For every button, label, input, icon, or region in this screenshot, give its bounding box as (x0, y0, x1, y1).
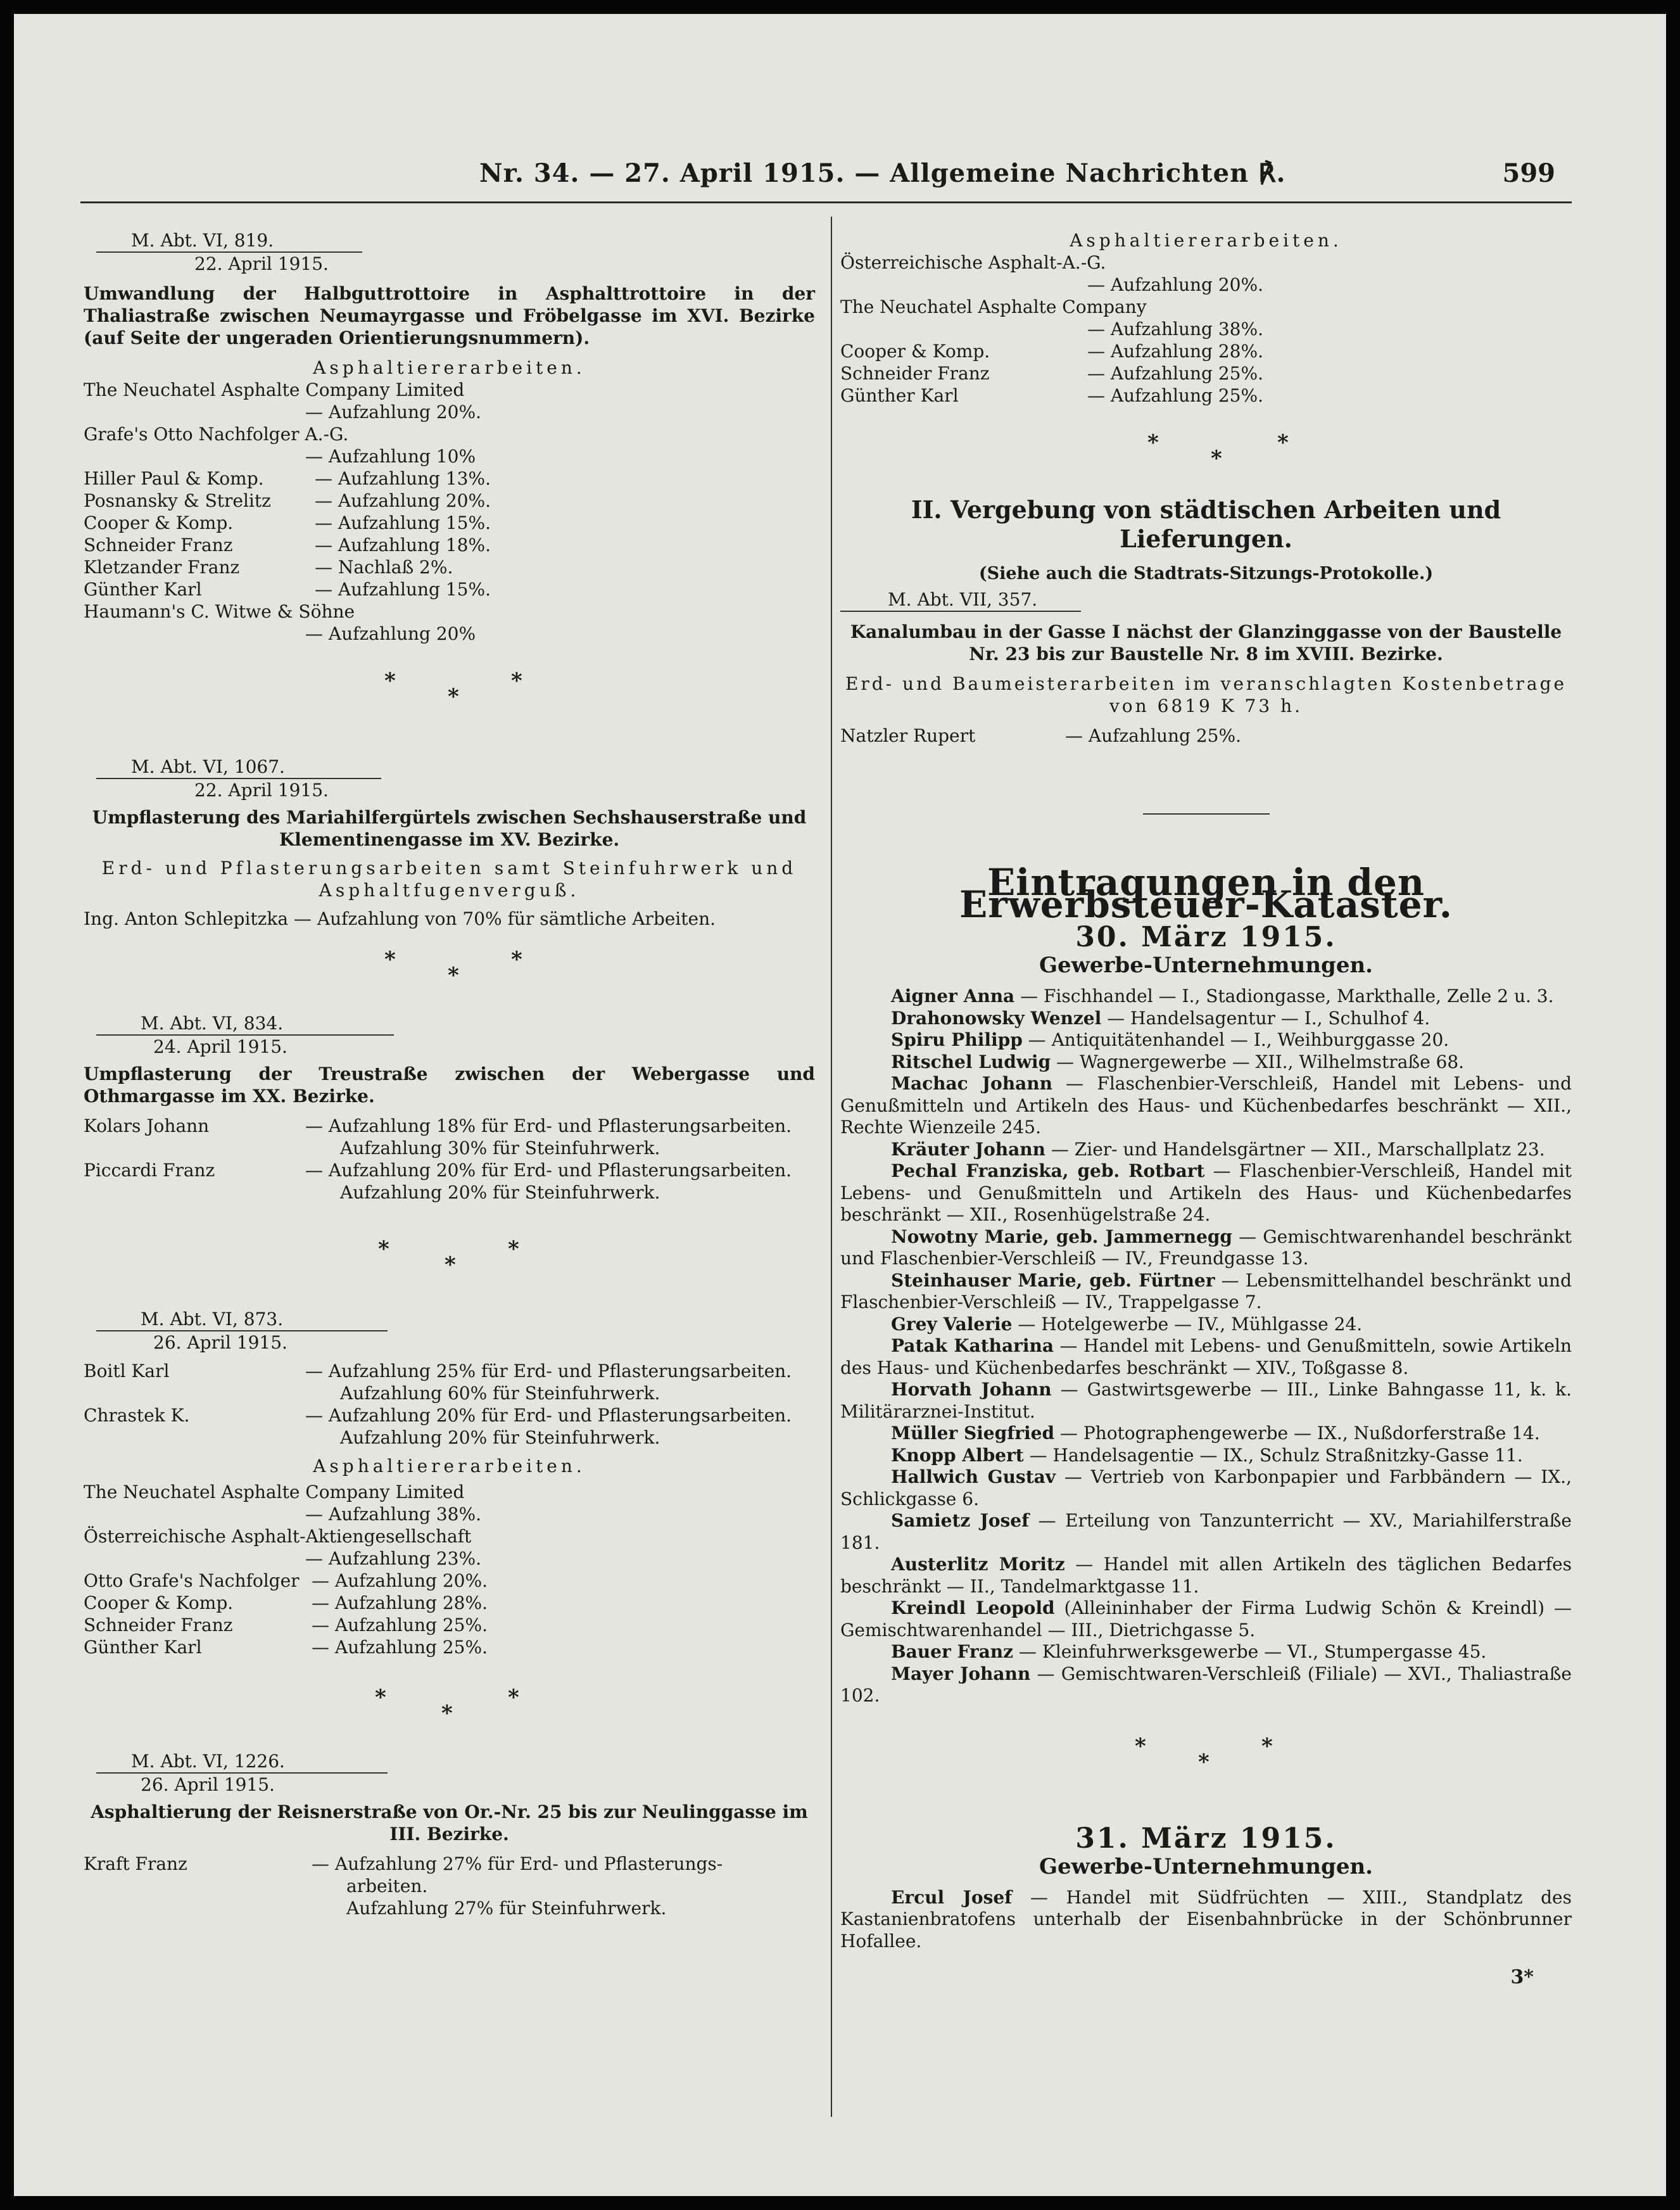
entry-text: — Gastwirtsgewerbe — III., Linke Bahngasse 11, k. k. Militärarznei-Institut. (840, 1379, 1572, 1422)
register-entry (840, 1073, 1572, 1139)
star: * (1147, 430, 1159, 455)
separator-stars (840, 1733, 1572, 1793)
star: * (1261, 1733, 1273, 1759)
bid-value: — Aufzahlung 38%. (1087, 319, 1263, 340)
entry-text: — Flaschenbier-Verschleiß, Handel mit Lebens- und Genußmitteln und Artikeln des Haus- und Küchenbedarfes beschränkt — XII., Rosenhügelstraße 24. (840, 1160, 1572, 1225)
bid-value: — Aufzahlung 20% für Erd- und Pflasterungsarbeiten. (305, 1405, 792, 1426)
entry-name: Bauer Franz (891, 1641, 1014, 1662)
star: * (378, 1236, 389, 1262)
bid-value: — Nachlaß 2%. (315, 557, 453, 578)
entry-text: — Wagnergewerbe — XII., Wilhelmstraße 68. (1051, 1051, 1465, 1072)
section-note: (Siehe auch die Stadtrats-Sitzungs-Protokolle.) (978, 564, 1434, 583)
bid-value: — Aufzahlung 20%. (315, 490, 491, 511)
star: * (508, 1685, 519, 1710)
bidder-name: Piccardi Franz (84, 1160, 215, 1181)
bid-row (84, 1481, 815, 1503)
bidder-name: Boitl Karl (84, 1361, 170, 1381)
kataster-date: 31. März 1915. (1075, 1822, 1337, 1855)
star: * (384, 947, 396, 972)
register-entry (840, 1314, 1572, 1336)
tender-subject: Umpflasterung des Mariahilfergürtels zwischen Sechshauserstraße und Klementinengasse im XV. Bezirke. (92, 807, 807, 850)
register-entry (840, 1226, 1572, 1270)
bid-value: — Aufzahlung 20% (305, 623, 476, 644)
bidder-name: Schneider Franz (84, 1615, 233, 1635)
register-entry (840, 1008, 1572, 1030)
entry-text: — Handelsagentie — IX., Schulz Straßnitzky-Gasse 11. (1023, 1444, 1523, 1466)
bidder-name: Kraft Franz (84, 1853, 187, 1874)
tender-date: 26. April 1915. (141, 1774, 275, 1795)
entry-text: — Zier- und Handelsgärtner — XII., Marschallplatz 23. (1045, 1138, 1545, 1160)
register-entry (840, 1554, 1572, 1597)
bidder-name: Schneider Franz (84, 535, 233, 556)
kataster-heading: Gewerbe-Unternehmungen. (1039, 1853, 1374, 1879)
bid-row (84, 379, 815, 401)
bidder-name: Grafe's Otto Nachfolger A.-G. (84, 424, 349, 445)
star: * (445, 1252, 456, 1278)
entry-text: — Handel mit Südfrüchten — XIII., Standplatz des Kastanienbratofens unterhalb der Eisenbahnbrücke in der Schönbrunner Hofallee. (840, 1886, 1572, 1952)
bid-value: — Aufzahlung 25%. (1087, 385, 1263, 406)
register-entry (840, 1270, 1572, 1314)
bid-value: — Aufzahlung 10% (305, 446, 476, 467)
bid-row (84, 556, 815, 578)
entry-name: Ercul Josef (891, 1886, 1013, 1908)
bid-value: — Aufzahlung 18% für Erd- und Pflasterungsarbeiten. (305, 1115, 792, 1136)
star: * (511, 947, 522, 972)
bid-row (84, 1592, 815, 1614)
register-entry (840, 1510, 1572, 1554)
kataster-title: Eintragungen in den Erwerbsteuer-Kataster. (959, 861, 1453, 926)
bid-value: — Aufzahlung 25%. (1065, 725, 1241, 746)
tender-subject: Asphaltierung der Reisnerstraße von Or.-Nr. 25 bis zur Neulinggasse im III. Bezirke. (91, 1801, 808, 1845)
star: * (448, 963, 459, 988)
bid-row (84, 467, 815, 490)
kataster-entries (840, 986, 1572, 1707)
bid-row (840, 725, 1572, 747)
entry-name: Samietz Josef (891, 1510, 1030, 1531)
entry-text: — Erteilung von Tanzunterricht — XV., Mariahilferstraße 181. (840, 1510, 1572, 1553)
newspaper-page (14, 14, 1666, 2196)
register-entry (840, 1641, 1572, 1663)
register-entry (840, 986, 1572, 1008)
bid-value-cont: Aufzahlung 60% für Steinfuhrwerk. (340, 1383, 660, 1404)
entry-text: — Gemischtwaren-Verschleiß (Filiale) — XVI., Thaliastraße 102. (840, 1663, 1572, 1706)
tender-819 (84, 229, 815, 645)
tender-reference: M. Abt. VI, 1226. (131, 1751, 285, 1772)
star: * (1135, 1733, 1146, 1759)
bid-value: — Aufzahlung 28%. (312, 1592, 488, 1613)
register-entry (840, 1139, 1572, 1161)
bidder-name: Österreichische Asphalt-A.-G. (840, 252, 1106, 273)
bid-row (84, 1636, 815, 1658)
tender-date: 24. April 1915. (153, 1036, 287, 1057)
bidder-name: The Neuchatel Asphalte Company (840, 296, 1147, 317)
star: * (375, 1685, 386, 1710)
bid-value-cont: Aufzahlung 27% für Steinfuhrwerk. (346, 1898, 667, 1919)
star: * (1211, 446, 1222, 471)
tender-reference: M. Abt. VI, 873. (141, 1309, 284, 1330)
register-entry (840, 1423, 1572, 1445)
bid-value: — Aufzahlung 15%. (315, 579, 491, 600)
entry-text: — Handel mit allen Artikeln des täglichen Bedarfes beschränkt — II., Tandelmarktgasse 11. (840, 1554, 1572, 1597)
entry-text: — Antiquitätenhandel — I., Weihburggasse 20. (1022, 1029, 1449, 1050)
tender-subject: Kanalumbau in der Gasse I nächst der Glanzinggasse von der Baustelle Nr. 23 bis zur Baustelle Nr. 8 im XVIII. Bezirke. (850, 621, 1562, 664)
bid-value: — Aufzahlung 20%. (305, 402, 481, 422)
bid-value: — Aufzahlung 15%. (315, 512, 491, 533)
bidder-name: Günther Karl (84, 1637, 202, 1658)
bidder-name: Cooper & Komp. (84, 512, 234, 533)
separator-stars (84, 1238, 815, 1295)
entry-name: Austerlitz Moritz (891, 1554, 1065, 1575)
entry-text: — Flaschenbier-Verschleiß, Handel mit Lebens- und Genußmitteln und Artikeln des Haus- und Küchenbedarfes beschränkt — XII., Rechte Wienzeile 245. (840, 1073, 1572, 1138)
register-entry (840, 1887, 1572, 1953)
bid-value: — Aufzahlung 25%. (312, 1637, 488, 1658)
tender-reference: M. Abt. VI, 1067. (131, 756, 285, 777)
entry-name: Nowotny Marie, geb. Jammernegg (891, 1226, 1232, 1247)
bidder-name: Hiller Paul & Komp. (84, 468, 264, 489)
work-category: Asphaltiererarbeiten. (1070, 230, 1342, 251)
tender-1226 (84, 1750, 815, 1919)
bid-row (840, 384, 1572, 407)
entry-name: Spiru Philipp (891, 1029, 1023, 1050)
work-category: Erd- und Baumeisterarbeiten im veranschlagten Kostenbetrage von 6819 K 73 h. (845, 673, 1567, 716)
bid-value: — Aufzahlung 23%. (305, 1548, 481, 1569)
tender-834 (84, 1012, 815, 1203)
entry-text: — Lebensmittelhandel beschränkt und Flaschenbier-Verschleiß — IV., Trappelgasse 7. (840, 1269, 1572, 1312)
entry-name: Müller Siegfried (891, 1423, 1055, 1444)
entry-name: Machac Johann (891, 1073, 1052, 1094)
entry-name: Aigner Anna (891, 986, 1015, 1007)
register-entry (840, 1663, 1572, 1707)
bidder-name: Haumann's C. Witwe & Söhne (84, 601, 355, 622)
reference-rule (840, 611, 1081, 612)
separator-stars (84, 670, 815, 727)
bidder-name: Kletzander Franz (84, 557, 240, 578)
register-entry (840, 1160, 1572, 1226)
tender-subject: Umpflasterung der Treustraße zwischen der Webergasse und Othmargasse im XX. Bezirke. (84, 1064, 815, 1107)
tender-date: 26. April 1915. (153, 1332, 287, 1353)
header-rule (80, 201, 1572, 203)
bid-row (84, 1570, 815, 1592)
entry-name: Patak Katharina (891, 1335, 1054, 1356)
register-entry (840, 1051, 1572, 1074)
bid-value: — Aufzahlung 20% für Erd- und Pflasterungsarbeiten. (305, 1160, 792, 1181)
entry-name: Hallwich Gustav (891, 1466, 1056, 1487)
bid-value: — Aufzahlung 18%. (315, 535, 491, 556)
column-divider (831, 217, 832, 2117)
section-title: II. Vergebung von städtischen Arbeiten und Lieferungen. (911, 495, 1501, 553)
tender-reference: M. Abt. VI, 819. (131, 230, 274, 251)
printer-signature: 3* (1510, 1966, 1534, 1988)
register-entry (840, 1597, 1572, 1641)
bid-row (84, 512, 815, 534)
bid-row (84, 1404, 815, 1426)
bid-row (840, 296, 1572, 318)
separator-stars (840, 432, 1572, 489)
bid-value-cont: Aufzahlung 30% für Steinfuhrwerk. (340, 1138, 660, 1159)
entry-name: Grey Valerie (891, 1313, 1013, 1335)
entry-name: Kreindl Leopold (891, 1597, 1055, 1618)
work-category: Erd- und Pflasterungsarbeiten samt Steinfuhrwerk und Asphaltfugenverguß. (101, 858, 797, 901)
page-number: 599 (1502, 158, 1555, 188)
bid-value-cont: Aufzahlung 20% für Steinfuhrwerk. (340, 1427, 660, 1448)
register-entry (840, 1466, 1572, 1510)
bid-value-cont: arbeiten. (346, 1876, 428, 1896)
bidder-name: Cooper & Komp. (840, 341, 990, 362)
entry-name: Mayer Johann (891, 1663, 1031, 1684)
kataster-entries (840, 1887, 1572, 1953)
star: * (1277, 430, 1289, 455)
bid-row (840, 251, 1572, 274)
bid-row (84, 600, 815, 623)
bid-row (84, 1159, 815, 1181)
bid-row (840, 362, 1572, 384)
work-category: Asphaltiererarbeiten. (313, 357, 586, 378)
tender-reference: M. Abt. VI, 834. (141, 1013, 284, 1034)
bid-value: — Aufzahlung 20%. (1087, 274, 1263, 295)
bidder-name: Günther Karl (84, 579, 202, 600)
bid-line: Ing. Anton Schlepitzka — Aufzahlung von 70% für sämtliche Arbeiten. (84, 908, 716, 929)
star: * (511, 668, 522, 694)
separator-stars (84, 1687, 815, 1744)
bidder-name: Günther Karl (840, 385, 959, 406)
bid-row (84, 534, 815, 556)
kataster-heading: Gewerbe-Unternehmungen. (1039, 953, 1374, 978)
register-entry (840, 1379, 1572, 1423)
bid-value: — Aufzahlung 28%. (1087, 341, 1263, 362)
bid-value: — Aufzahlung 25%. (1087, 363, 1263, 384)
bid-value-cont: Aufzahlung 20% für Steinfuhrwerk. (340, 1182, 660, 1203)
entry-text: — Gemischtwarenhandel beschränkt und Flaschenbier-Verschleiß — IV., Freundgasse 13. (840, 1226, 1572, 1269)
bidder-name: The Neuchatel Asphalte Company Limited (84, 1482, 465, 1502)
entry-text: — Handelsagentur — I., Schulhof 4. (1101, 1007, 1431, 1029)
register-entry (840, 1445, 1572, 1467)
bidder-name: Cooper & Komp. (84, 1592, 234, 1613)
entry-name: Drahonowsky Wenzel (891, 1007, 1102, 1029)
entry-text: — Hotelgewerbe — IV., Mühlgasse 24. (1012, 1313, 1363, 1335)
bid-row (84, 1115, 815, 1137)
entry-name: Steinhauser Marie, geb. Fürtner (891, 1269, 1215, 1291)
entry-text: — Photographengewerbe — IX., Nußdorferstraße 14. (1054, 1423, 1540, 1444)
register-entry (840, 1029, 1572, 1051)
entry-name: Kräuter Johann (891, 1138, 1045, 1160)
tender-1067 (84, 756, 815, 930)
entry-text: — Fischhandel — I., Stadiongasse, Markthalle, Zelle 2 u. 3. (1014, 986, 1554, 1007)
star: * (508, 1236, 519, 1262)
star: * (441, 1701, 453, 1726)
bidder-name: The Neuchatel Asphalte Company Limited (84, 379, 465, 400)
entry-name: Pechal Franziska, geb. Rotbart (891, 1160, 1205, 1181)
bid-row (84, 423, 815, 445)
bid-row (84, 1360, 815, 1382)
tender-date: 22. April 1915. (194, 780, 329, 801)
register-entry (840, 1335, 1572, 1379)
entry-text: (Alleininhaber der Firma Ludwig Schön & Kreindl) — Gemischtwarenhandel — III., Dietrichgasse 5. (840, 1597, 1572, 1641)
left-column (84, 229, 815, 1919)
bidder-name: Chrastek K. (84, 1405, 190, 1426)
kataster-section (840, 861, 1572, 1988)
bid-row (84, 1853, 815, 1875)
bid-row (84, 1525, 815, 1547)
kataster-date: 30. März 1915. (1075, 921, 1337, 953)
bid-row (84, 578, 815, 600)
separator-stars (84, 949, 815, 1006)
header-title: Nr. 34. — 27. April 1915. — Allgemeine Nachrichten ℟. (479, 158, 1286, 188)
star: * (448, 684, 459, 709)
bid-value: — Aufzahlung 20%. (312, 1570, 488, 1591)
bid-row (84, 490, 815, 512)
work-category: Asphaltiererarbeiten. (313, 1456, 586, 1477)
bid-row (84, 1614, 815, 1636)
bidder-name: Natzler Rupert (840, 725, 976, 746)
bidder-name: Österreichische Asphalt-Aktiengesellschaft (84, 1526, 472, 1547)
entry-text: — Handel mit Lebens- und Genußmitteln, sowie Artikeln des Haus- und Küchenbedarfes beschränkt — XIV., Toßgasse 8. (840, 1335, 1572, 1378)
bid-row (840, 340, 1572, 362)
bid-value: — Aufzahlung 38%. (305, 1504, 481, 1525)
section-ii (840, 495, 1572, 747)
bidder-name: Kolars Johann (84, 1115, 210, 1136)
bid-value: — Aufzahlung 27% für Erd- und Pflasterungs- (312, 1853, 723, 1874)
bidder-name: Posnansky & Strelitz (84, 490, 271, 511)
bid-value: — Aufzahlung 25% für Erd- und Pflasterungsarbeiten. (305, 1361, 792, 1381)
entry-name: Horvath Johann (891, 1379, 1052, 1400)
bid-value: — Aufzahlung 25%. (312, 1615, 488, 1635)
asphalt-continuation (840, 229, 1572, 407)
tender-873 (84, 1308, 815, 1658)
bid-value: — Aufzahlung 13%. (315, 468, 491, 489)
tender-reference: M. Abt. VII, 357. (888, 589, 1038, 610)
entry-name: Ritschel Ludwig (891, 1051, 1051, 1072)
running-header (14, 158, 1666, 196)
bidder-name: Otto Grafe's Nachfolger (84, 1570, 300, 1591)
tender-date: 22. April 1915. (194, 253, 329, 274)
bidder-name: Schneider Franz (840, 363, 990, 384)
entry-name: Knopp Albert (891, 1444, 1024, 1466)
entry-text: — Kleinfuhrwerksgewerbe — VI., Stumpergasse 45. (1013, 1641, 1487, 1662)
tender-subject: Umwandlung der Halbguttrottoire in Asphalttrottoire in der Thaliastraße zwischen Neumayrgasse und Fröbelgasse im XVI. Bezirke (auf Seite der ungeraden Orientierungsnummern). (84, 283, 815, 348)
entry-text: — Vertrieb von Karbonpapier und Farbbändern — IX., Schlickgasse 6. (840, 1466, 1572, 1509)
right-column (840, 229, 1572, 1988)
star: * (384, 668, 396, 694)
star: * (1198, 1749, 1209, 1775)
section-rule (1143, 813, 1270, 815)
